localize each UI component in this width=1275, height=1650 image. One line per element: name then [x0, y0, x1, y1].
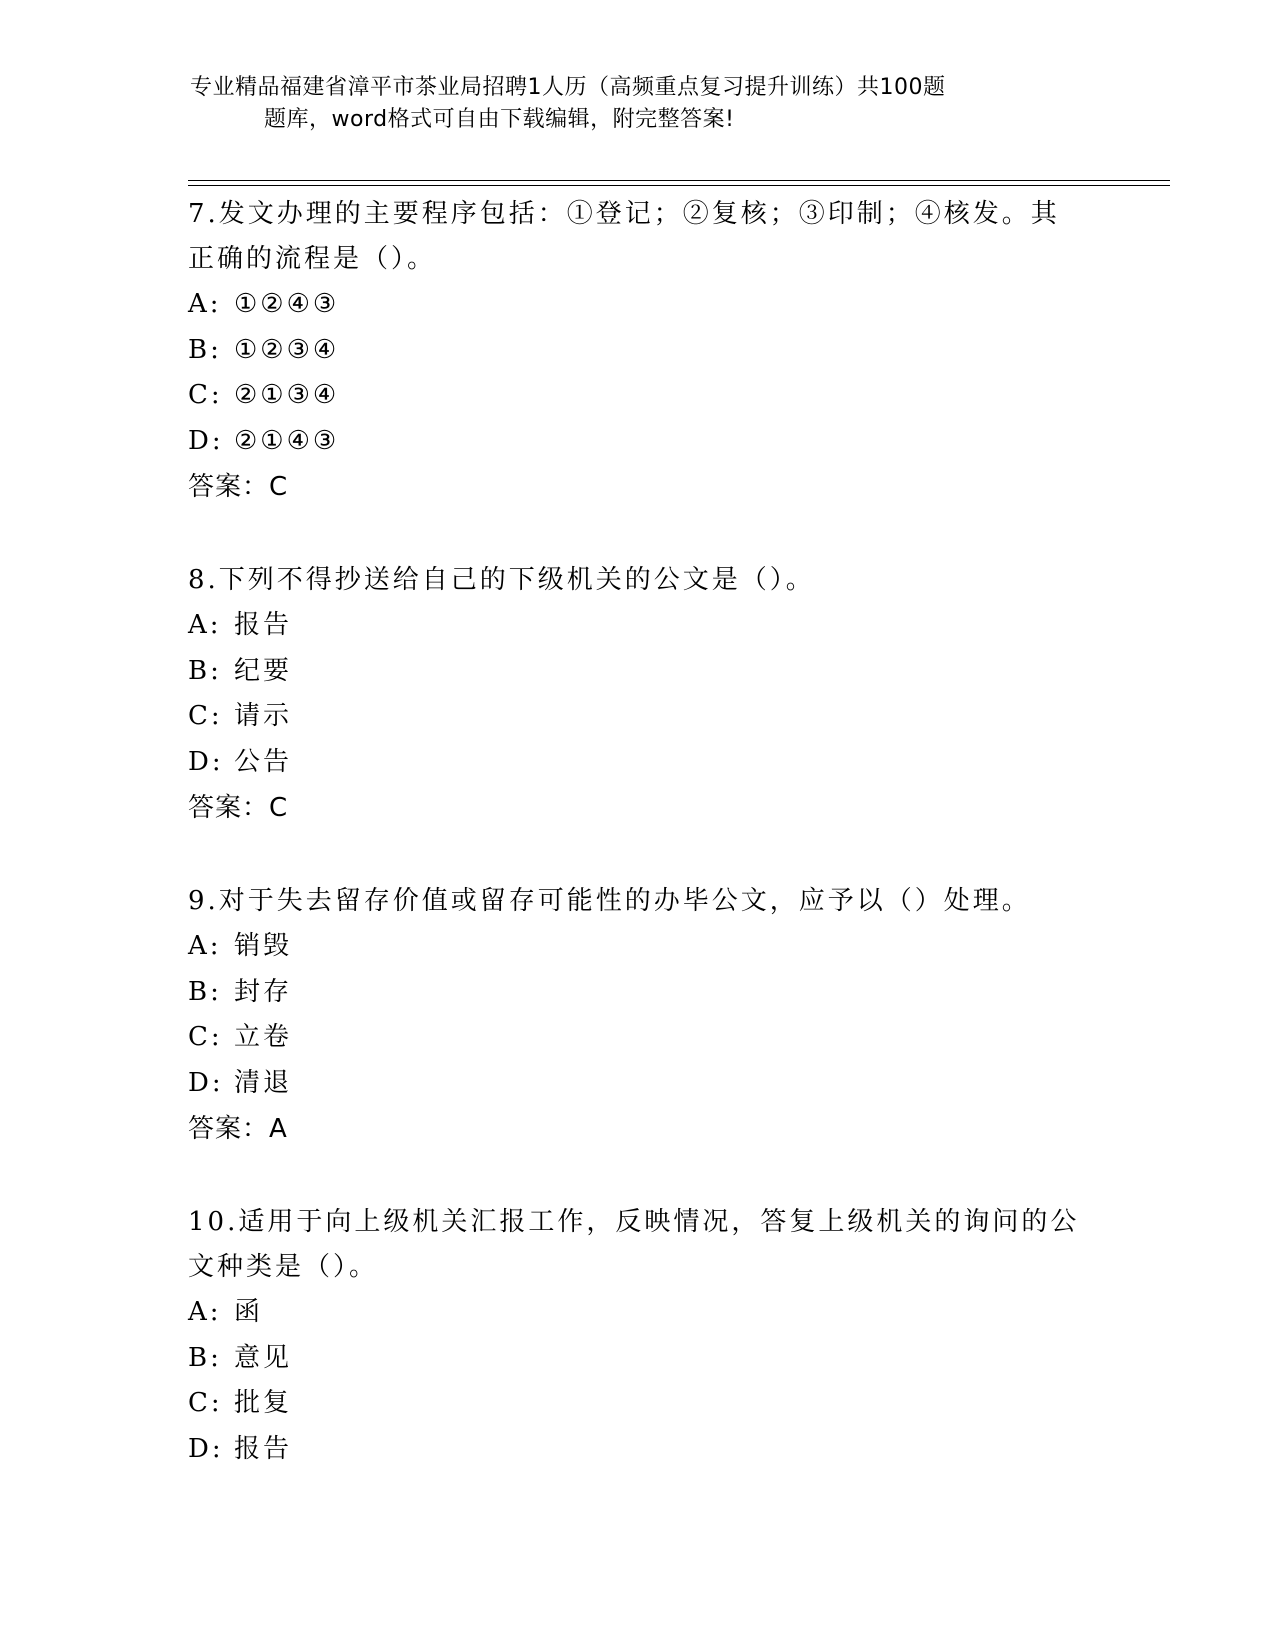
- option-b: [188, 649, 1088, 695]
- header-divider-bottom: [188, 185, 1170, 186]
- option-text: 报告: [234, 610, 293, 640]
- option-d: [188, 1427, 1088, 1473]
- option-text: 意见: [234, 1342, 293, 1373]
- question-spacer: [188, 831, 1088, 877]
- question-spacer: [188, 1152, 1088, 1198]
- option-b: [188, 970, 1088, 1016]
- option-text: 请示: [234, 701, 293, 731]
- question-7: [188, 190, 1088, 510]
- option-a: [188, 1290, 1088, 1336]
- option-key: D:: [188, 425, 224, 456]
- option-a: [188, 282, 1088, 328]
- option-text: 批复: [234, 1388, 293, 1418]
- answer-line: 答案：C: [188, 472, 289, 502]
- document-header: [190, 72, 1070, 136]
- option-text: ①②④③: [234, 289, 340, 319]
- option-key: D:: [188, 1433, 224, 1464]
- option-text: 清退: [234, 1067, 293, 1098]
- option-d: [188, 1061, 1088, 1107]
- option-text: ②①③④: [234, 380, 340, 410]
- option-key: B:: [188, 976, 222, 1007]
- option-key: D:: [188, 746, 224, 777]
- option-key: B:: [188, 334, 222, 365]
- question-stem: 10.适用于向上级机关汇报工作，反映情况，答复上级机关的询问的公文种类是（）。: [188, 1207, 1080, 1282]
- option-c: [188, 373, 1088, 419]
- question-9: [188, 877, 1088, 1152]
- question-list: [188, 190, 1088, 1472]
- option-key: D:: [188, 1067, 224, 1098]
- option-key: A:: [188, 289, 222, 319]
- option-c: [188, 1381, 1088, 1427]
- header-title-line-2: 题库，word格式可自由下载编辑，附完整答案!: [264, 107, 735, 132]
- option-key: B:: [188, 655, 222, 686]
- option-key: C:: [188, 1022, 223, 1052]
- option-d: [188, 740, 1088, 786]
- option-a: [188, 603, 1088, 649]
- question-stem: 8.下列不得抄送给自己的下级机关的公文是（）。: [188, 565, 815, 595]
- question-8: [188, 556, 1088, 831]
- answer-line: 答案：A: [188, 1114, 288, 1144]
- header-divider-top: [188, 180, 1170, 181]
- option-a: [188, 924, 1088, 970]
- option-key: B:: [188, 1342, 222, 1373]
- option-text: ①②③④: [234, 334, 340, 365]
- header-title-line-1: 专业精品福建省漳平市茶业局招聘1人历（高频重点复习提升训练）共100题: [190, 75, 946, 100]
- option-text: ②①④③: [234, 425, 340, 456]
- option-key: A:: [188, 610, 222, 640]
- option-text: 函: [234, 1297, 264, 1327]
- option-text: 报告: [234, 1433, 293, 1464]
- question-10: [188, 1198, 1088, 1472]
- option-text: 立卷: [234, 1022, 293, 1052]
- option-key: C:: [188, 701, 223, 731]
- option-b: [188, 328, 1088, 374]
- option-text: 封存: [234, 976, 293, 1007]
- option-text: 公告: [234, 746, 293, 777]
- option-text: 销毁: [234, 931, 293, 961]
- question-spacer: [188, 510, 1088, 556]
- option-c: [188, 1015, 1088, 1061]
- option-key: A:: [188, 931, 222, 961]
- option-key: A:: [188, 1297, 222, 1327]
- option-c: [188, 694, 1088, 740]
- question-stem: 7.发文办理的主要程序包括：①登记；②复核；③印制；④核发。其正确的流程是（）。: [188, 199, 1060, 274]
- answer-line: 答案：C: [188, 793, 289, 823]
- option-text: 纪要: [234, 655, 293, 686]
- option-key: C:: [188, 1388, 223, 1418]
- option-d: [188, 419, 1088, 465]
- option-key: C:: [188, 380, 223, 410]
- question-stem: 9.对于失去留存价值或留存可能性的办毕公文，应予以（）处理。: [188, 886, 1031, 916]
- option-b: [188, 1336, 1088, 1382]
